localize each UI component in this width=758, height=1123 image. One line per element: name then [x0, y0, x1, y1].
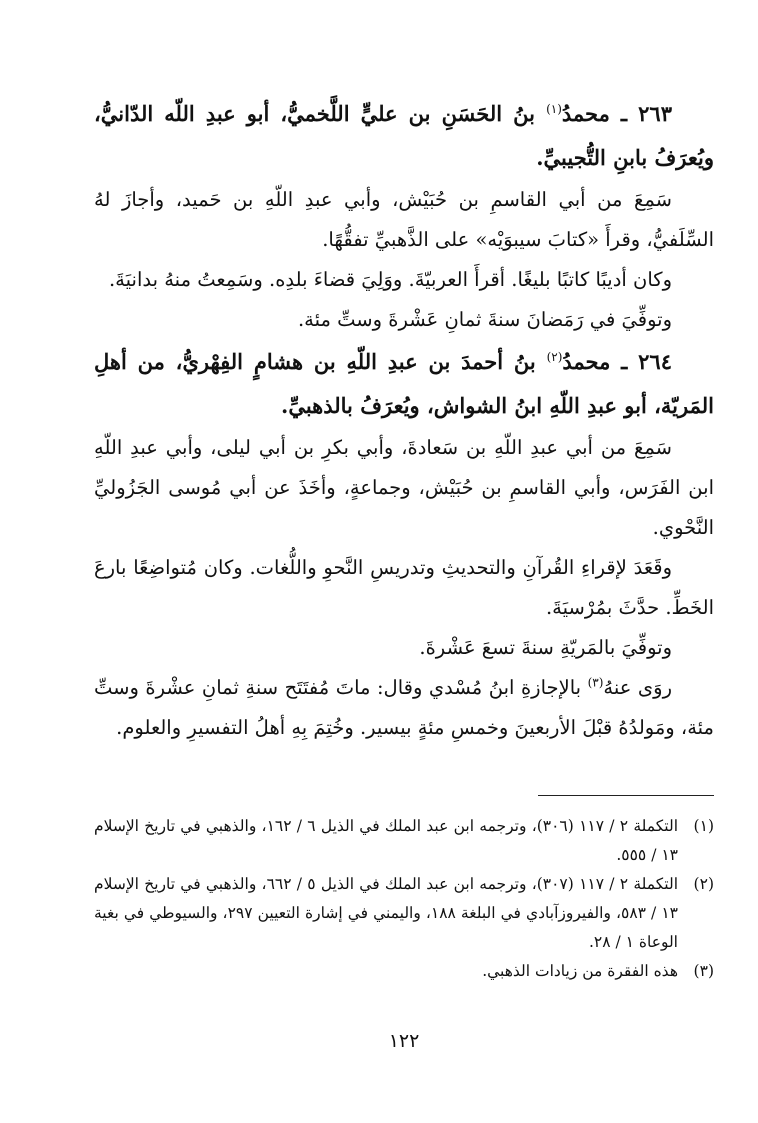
entry-264-paragraph-4: [94, 668, 714, 748]
entry-263-paragraph-1: سَمِعَ من أبي القاسمِ بن حُبَيْش، وأبي عبدِ اللّهِ بن حَميد، وأجازَ لهُ السِّلَفيُّ، وقرأَ «كتابَ سيبوَيْه» على الذَّهبيِّ تفقُّهًا.: [94, 188, 714, 251]
entry-263-heading: [94, 92, 714, 180]
entry-264-heading-start: ٢٦٤ ـ محمدُ: [562, 349, 672, 374]
footnote-text: التكملة ٢ / ١١٧ (٣٠٦)، وترجمه ابن عبد الملك في الذيل ٦ / ١٦٢، والذهبي في تاريخ الإسلام ١٣ / ٥٥٥.: [94, 817, 679, 864]
entry-264-rowa-rest: بالإجازةِ ابنُ مُسْدي وقال: ماتَ مُفتَتَح سنةِ ثمانِ عشْرةَ وستِّ مئة، ومَولدُهُ قبْلَ الأربعينَ وخمسِ مئةٍ بيسير. وخُتِمَ بِهِ أهلُ التفسيرِ والعلوم.: [94, 676, 714, 739]
footnote-number: (١): [693, 817, 714, 835]
footnote-number: (٢): [693, 875, 714, 893]
entry-264-heading-rest: بنُ أحمدَ بن عبدِ اللّهِ بن هشامٍ الفِهْريُّ، من أهلِ المَريّة، أبو عبدِ اللّهِ ابنُ الشواش، ويُعرَفُ بالذهبيِّ.: [94, 349, 714, 418]
entry-263-heading-start: ٢٦٣ ـ محمدُ: [561, 101, 672, 126]
entry-264-paragraph-2: وقَعَدَ لإقراءِ القُرآنِ والتحديثِ وتدريسِ النَّحوِ واللُّغات. وكان مُتواضِعًا بارعَ الخَطِّ. حدَّثَ بمُرْسيَةَ.: [94, 556, 714, 619]
footnote-ref-1: (١): [546, 102, 562, 116]
footnote-number: (٣): [693, 962, 714, 980]
footnote-ref-2: (٢): [546, 350, 563, 364]
page-number: ١٢٢: [388, 1030, 420, 1052]
entry-264-paragraph-1: سَمِعَ من أبي عبدِ اللّهِ بن سَعادةَ، وأبي بكرِ بن أبي ليلى، وأبي عبدِ اللّهِ ابن الفَرَس، وأبي القاسمِ بن حُبَيْش، وجماعةٍ، وأخَذَ عن أبي مُوسى الجَزُوليِّ النَّحْوي.: [94, 436, 714, 539]
book-page: [94, 92, 714, 1092]
footnotes: [94, 812, 714, 986]
footnote-1: [94, 812, 714, 870]
footnote-separator: [538, 795, 714, 796]
entry-264-rowa-start: روَى عنهُ: [603, 676, 672, 699]
footnote-text: هذه الفقرة من زيادات الذهبي.: [482, 962, 678, 980]
footnote-ref-3: (٣): [587, 675, 604, 690]
footnote-2: [94, 870, 714, 957]
entry-263-paragraph-3: وتوفِّيَ في رَمَضانَ سنةَ ثمانِ عَشْرةَ وستِّ مئة.: [297, 308, 672, 331]
entry-264-heading: [94, 340, 714, 428]
entry-263-paragraph-2: وكان أديبًا كاتبًا بليغًا. أقرأَ العربيّةَ. ووَلِيَ قضاءَ بلدِه. وسَمِعتُ منهُ بدانيَةَ.: [108, 268, 672, 291]
entry-263-heading-rest: بنُ الحَسَنِ بن عليٍّ اللَّخميُّ، أبو عبدِ اللّه الدّانيُّ، ويُعرَفُ بابنِ التُّجيبيِّ.: [94, 101, 714, 170]
footnote-3: [94, 957, 714, 986]
footnote-text: التكملة ٢ / ١١٧ (٣٠٧)، وترجمه ابن عبد الملك في الذيل ٥ / ٦٦٢، والذهبي في تاريخ الإسلام ١٣ / ٥٨٣، والفيروزآبادي في البلغة ١٨٨، واليمني في إشارة التعيين ٢٩٧، والسيوطي في بغية الوعاة ١ / ٢٨.: [94, 875, 679, 951]
entry-264-paragraph-3: وتوفِّيَ بالمَريّةِ سنةَ تسعَ عَشْرةَ.: [419, 636, 672, 659]
